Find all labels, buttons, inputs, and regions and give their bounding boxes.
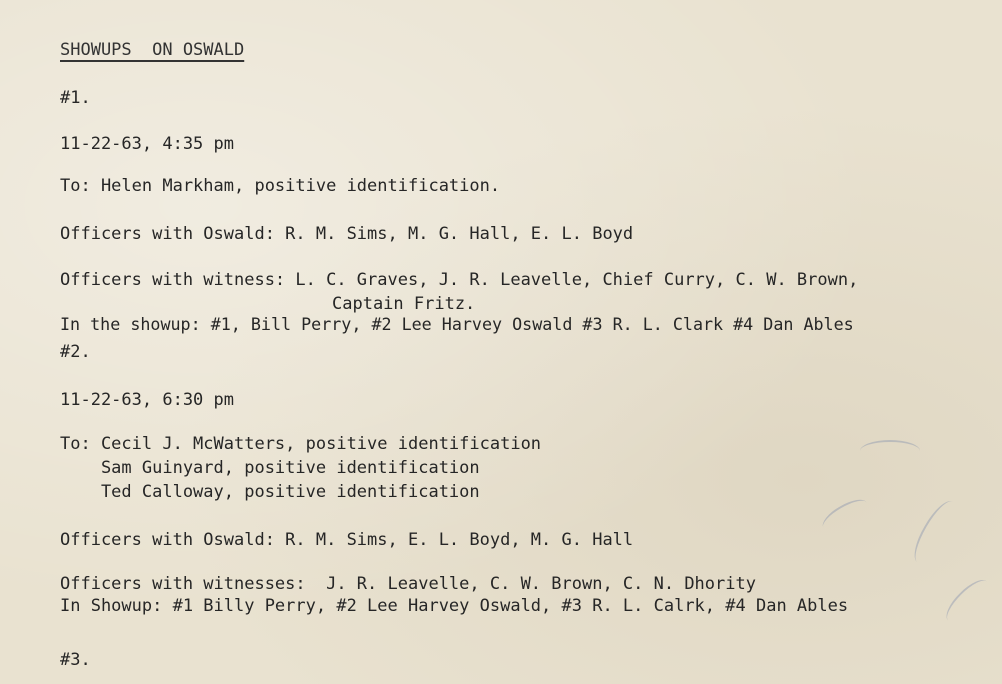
showup-lineup: In Showup: #1 Billy Perry, #2 Lee Harvey Oswald, #3 R. L. Calrk, #4 Dan Ables [60, 596, 849, 616]
identification-line: Sam Guinyard, positive identification [60, 458, 480, 478]
section-datetime: 11-22-63, 4:35 pm [60, 134, 234, 154]
identification-line: Ted Calloway, positive identification [60, 482, 480, 502]
identification-line: To: Cecil J. McWatters, positive identification [60, 434, 542, 454]
pencil-mark [860, 440, 920, 462]
officers-with-witness: Officers with witness: L. C. Graves, J. R. Leavelle, Chief Curry, C. W. Brown, [60, 270, 859, 290]
section-number: #1. [60, 88, 91, 108]
officers-with-oswald: Officers with Oswald: R. M. Sims, E. L. Boyd, M. G. Hall [60, 530, 634, 550]
pencil-mark [907, 496, 963, 569]
identification-line: To: Helen Markham, positive identification. [60, 176, 501, 196]
section-number: #2. [60, 342, 91, 362]
officers-with-witnesses: Officers with witnesses: J. R. Leavelle, C. W. Brown, C. N. Dhority [60, 574, 756, 594]
section-datetime: 11-22-63, 6:30 pm [60, 390, 234, 410]
section-number: #3. [60, 650, 91, 670]
officers-with-oswald: Officers with Oswald: R. M. Sims, M. G. Hall, E. L. Boyd [60, 224, 634, 244]
document-title: SHOWUPS ON OSWALD [60, 40, 245, 60]
pencil-mark [940, 574, 994, 628]
officers-with-witness-cont: Captain Fritz. [332, 294, 476, 314]
showup-lineup: In the showup: #1, Bill Perry, #2 Lee Harvey Oswald #3 R. L. Clark #4 Dan Ables [60, 314, 854, 334]
pencil-mark [818, 494, 871, 536]
